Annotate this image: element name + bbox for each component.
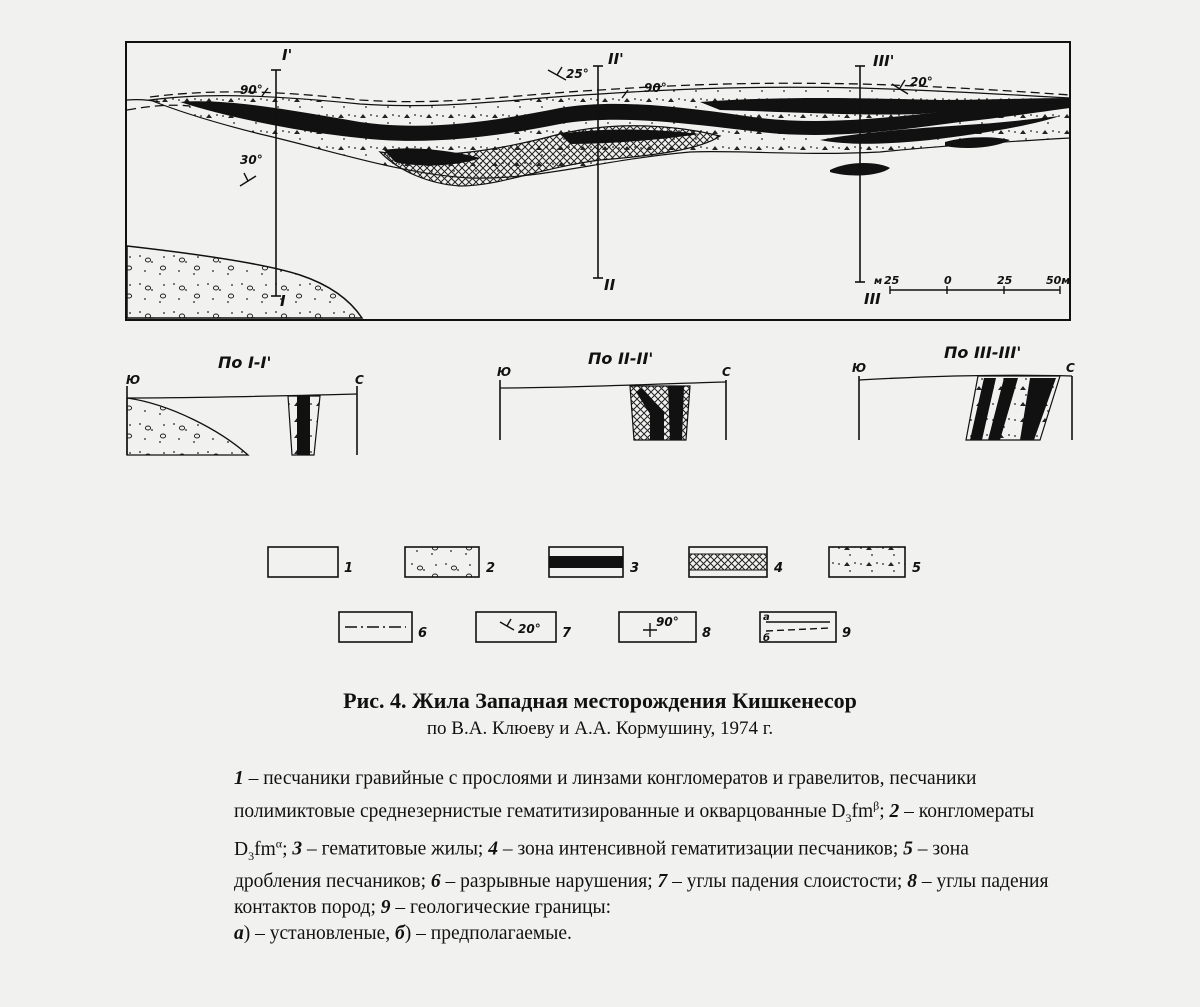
section-II-top-label: II' — [608, 50, 624, 68]
legend-item-1: 1 – песчаники гравийные с прослоями и линзами конгломератов и гравелитов, песчаники полимиктовые среднезернистые гематитизированные и окварцованные $D_3fm^\beta$; — [234, 768, 977, 825]
legend-item-7: 7 – углы падения слоистости; — [657, 870, 903, 892]
svg-text:30°: 30° — [240, 153, 263, 167]
svg-text:2: 2 — [486, 561, 496, 576]
legend-box-3 — [549, 547, 639, 577]
figure-caption-subtitle: по В.А. Клюеву и А.А. Кормушину, 1974 г. — [426, 718, 774, 739]
plan-map — [126, 42, 1070, 320]
legend-box-5 — [829, 547, 921, 577]
svg-text:а: а — [763, 612, 770, 623]
svg-text:7: 7 — [562, 626, 572, 641]
cross-section-I — [126, 353, 364, 455]
section-III-title: По III-III' — [944, 343, 1022, 362]
svg-text:90°: 90° — [656, 615, 679, 629]
legend-item-9b: б) – предполагаемые. — [395, 922, 572, 944]
section-I-top-label: I' — [282, 46, 293, 64]
section-II-bottom-label: II — [604, 276, 616, 294]
legend-box-4 — [689, 547, 783, 577]
conglomerate-area — [127, 246, 362, 318]
legend-item-9a: а) – установленые, — [234, 922, 396, 944]
svg-text:6: 6 — [418, 626, 428, 641]
legend-item-3: 3 – гематитовые жилы; — [292, 838, 484, 860]
legend-item-6: 6 – разрывные нарушения; — [430, 870, 653, 892]
scale-unit: м — [874, 276, 883, 287]
svg-text:б: б — [763, 633, 770, 644]
legend-box-7 — [476, 612, 572, 642]
figure-caption-title: Рис. 4. Жила Западная месторождения Кишкенесор — [343, 688, 857, 713]
scale-tick-4: 50м — [1046, 274, 1071, 287]
section-II-title: По II-II' — [588, 349, 654, 368]
legend-item-5: 5 – зона дробления песчаников; — [234, 838, 969, 892]
svg-text:С: С — [722, 365, 731, 379]
legend-item-2: 2 – конгломераты $D_3fm^\alpha$; — [234, 800, 1035, 863]
svg-text:Ю: Ю — [497, 365, 512, 379]
svg-text:Ю: Ю — [126, 373, 141, 387]
legend-box-8 — [619, 612, 711, 642]
legend-item-8: 8 – углы падения контактов пород; — [234, 870, 1049, 918]
svg-text:20°: 20° — [518, 622, 541, 636]
legend-box-1 — [268, 547, 353, 577]
svg-text:С: С — [355, 373, 364, 387]
svg-text:25°: 25° — [566, 67, 589, 81]
svg-text:90°: 90° — [240, 83, 263, 97]
legend-item-4: 4 – зона интенсивной гематитизации песчаников; — [488, 838, 899, 860]
svg-text:С: С — [1066, 361, 1075, 375]
section-III-top-label: III' — [873, 52, 895, 70]
svg-text:90°: 90° — [644, 81, 667, 95]
scale-tick-2: 0 — [944, 274, 952, 287]
scale-tick-1: 25 — [884, 274, 900, 287]
svg-text:Ю: Ю — [852, 361, 867, 375]
dip-symbol-90-left — [240, 83, 268, 97]
svg-text:20°: 20° — [910, 75, 933, 89]
svg-text:3: 3 — [630, 561, 640, 576]
svg-text:1: 1 — [344, 561, 354, 576]
legend-box-2 — [405, 547, 495, 577]
section-I-bottom-label: I — [280, 292, 286, 310]
legend-symbols — [268, 547, 921, 644]
svg-text:9: 9 — [842, 626, 852, 641]
section-III-bottom-label: III — [864, 290, 881, 308]
cross-section-II — [497, 349, 731, 440]
legend-description — [234, 766, 1054, 947]
section-I-title: По I-I' — [218, 353, 272, 372]
scale-tick-3: 25 — [997, 274, 1013, 287]
dip-symbol-25 — [548, 67, 589, 81]
legend-item-9: 9 – геологические границы: — [380, 896, 612, 918]
dip-symbol-30 — [240, 153, 263, 186]
svg-text:5: 5 — [912, 561, 922, 576]
scale-bar — [874, 274, 1070, 294]
legend-box-9 — [760, 612, 851, 644]
legend-box-6 — [339, 612, 427, 642]
svg-text:4: 4 — [774, 561, 784, 576]
svg-text:8: 8 — [702, 626, 712, 641]
cross-section-III — [852, 343, 1075, 440]
section-line-II — [593, 50, 624, 294]
